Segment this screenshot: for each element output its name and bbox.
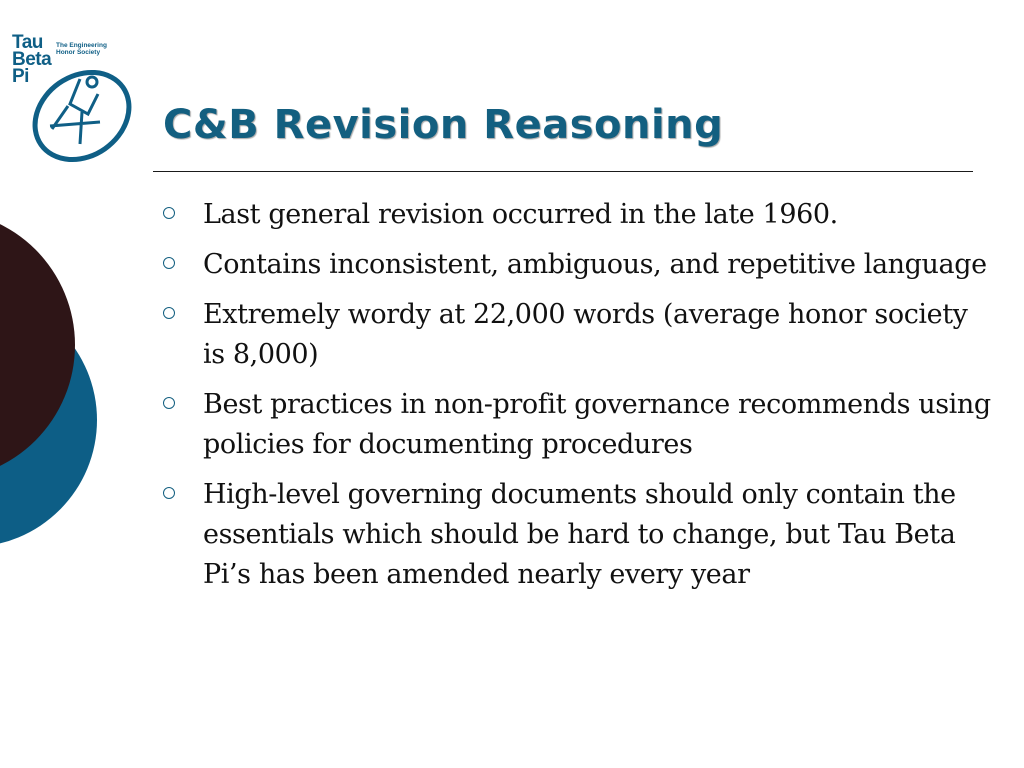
bullet-item [163, 195, 993, 235]
logo-tagline [56, 42, 107, 56]
slide-title: C&B Revision Reasoning [163, 102, 724, 148]
logo-word-beta: Beta [12, 49, 52, 70]
title-divider [153, 171, 973, 172]
circle-bullet-icon [163, 307, 175, 319]
logo-tagline-line1: The Engineering [56, 42, 107, 49]
circle-bullet-icon [163, 257, 175, 269]
bullet-text: Last general revision occurred in the late 1960. [203, 199, 838, 230]
bullet-item [163, 245, 993, 285]
bullet-text: Best practices in non-profit governance recommends using policies for documenting procedures [203, 389, 991, 460]
bullet-item [163, 475, 993, 595]
logo-wordmark [12, 34, 51, 85]
bullet-item [163, 385, 993, 465]
bullet-text: Contains inconsistent, ambiguous, and repetitive language [203, 249, 987, 280]
circle-bullet-icon [163, 207, 175, 219]
circle-bullet-icon [163, 397, 175, 409]
bullet-item [163, 295, 993, 375]
tau-beta-pi-logo [10, 34, 135, 164]
logo-tagline-line2: Honor Society [56, 49, 101, 56]
bullet-text: High-level governing documents should only contain the essentials which should be hard to change, but Tau Beta Pi’s has been amended nearly every year [203, 479, 956, 590]
bullet-list [163, 195, 993, 605]
bullet-text: Extremely wordy at 22,000 words (average honor society is 8,000) [203, 299, 968, 370]
circle-bullet-icon [163, 487, 175, 499]
logo-word-pi: Pi [12, 66, 29, 87]
logo-word-tau: Tau [12, 32, 43, 53]
